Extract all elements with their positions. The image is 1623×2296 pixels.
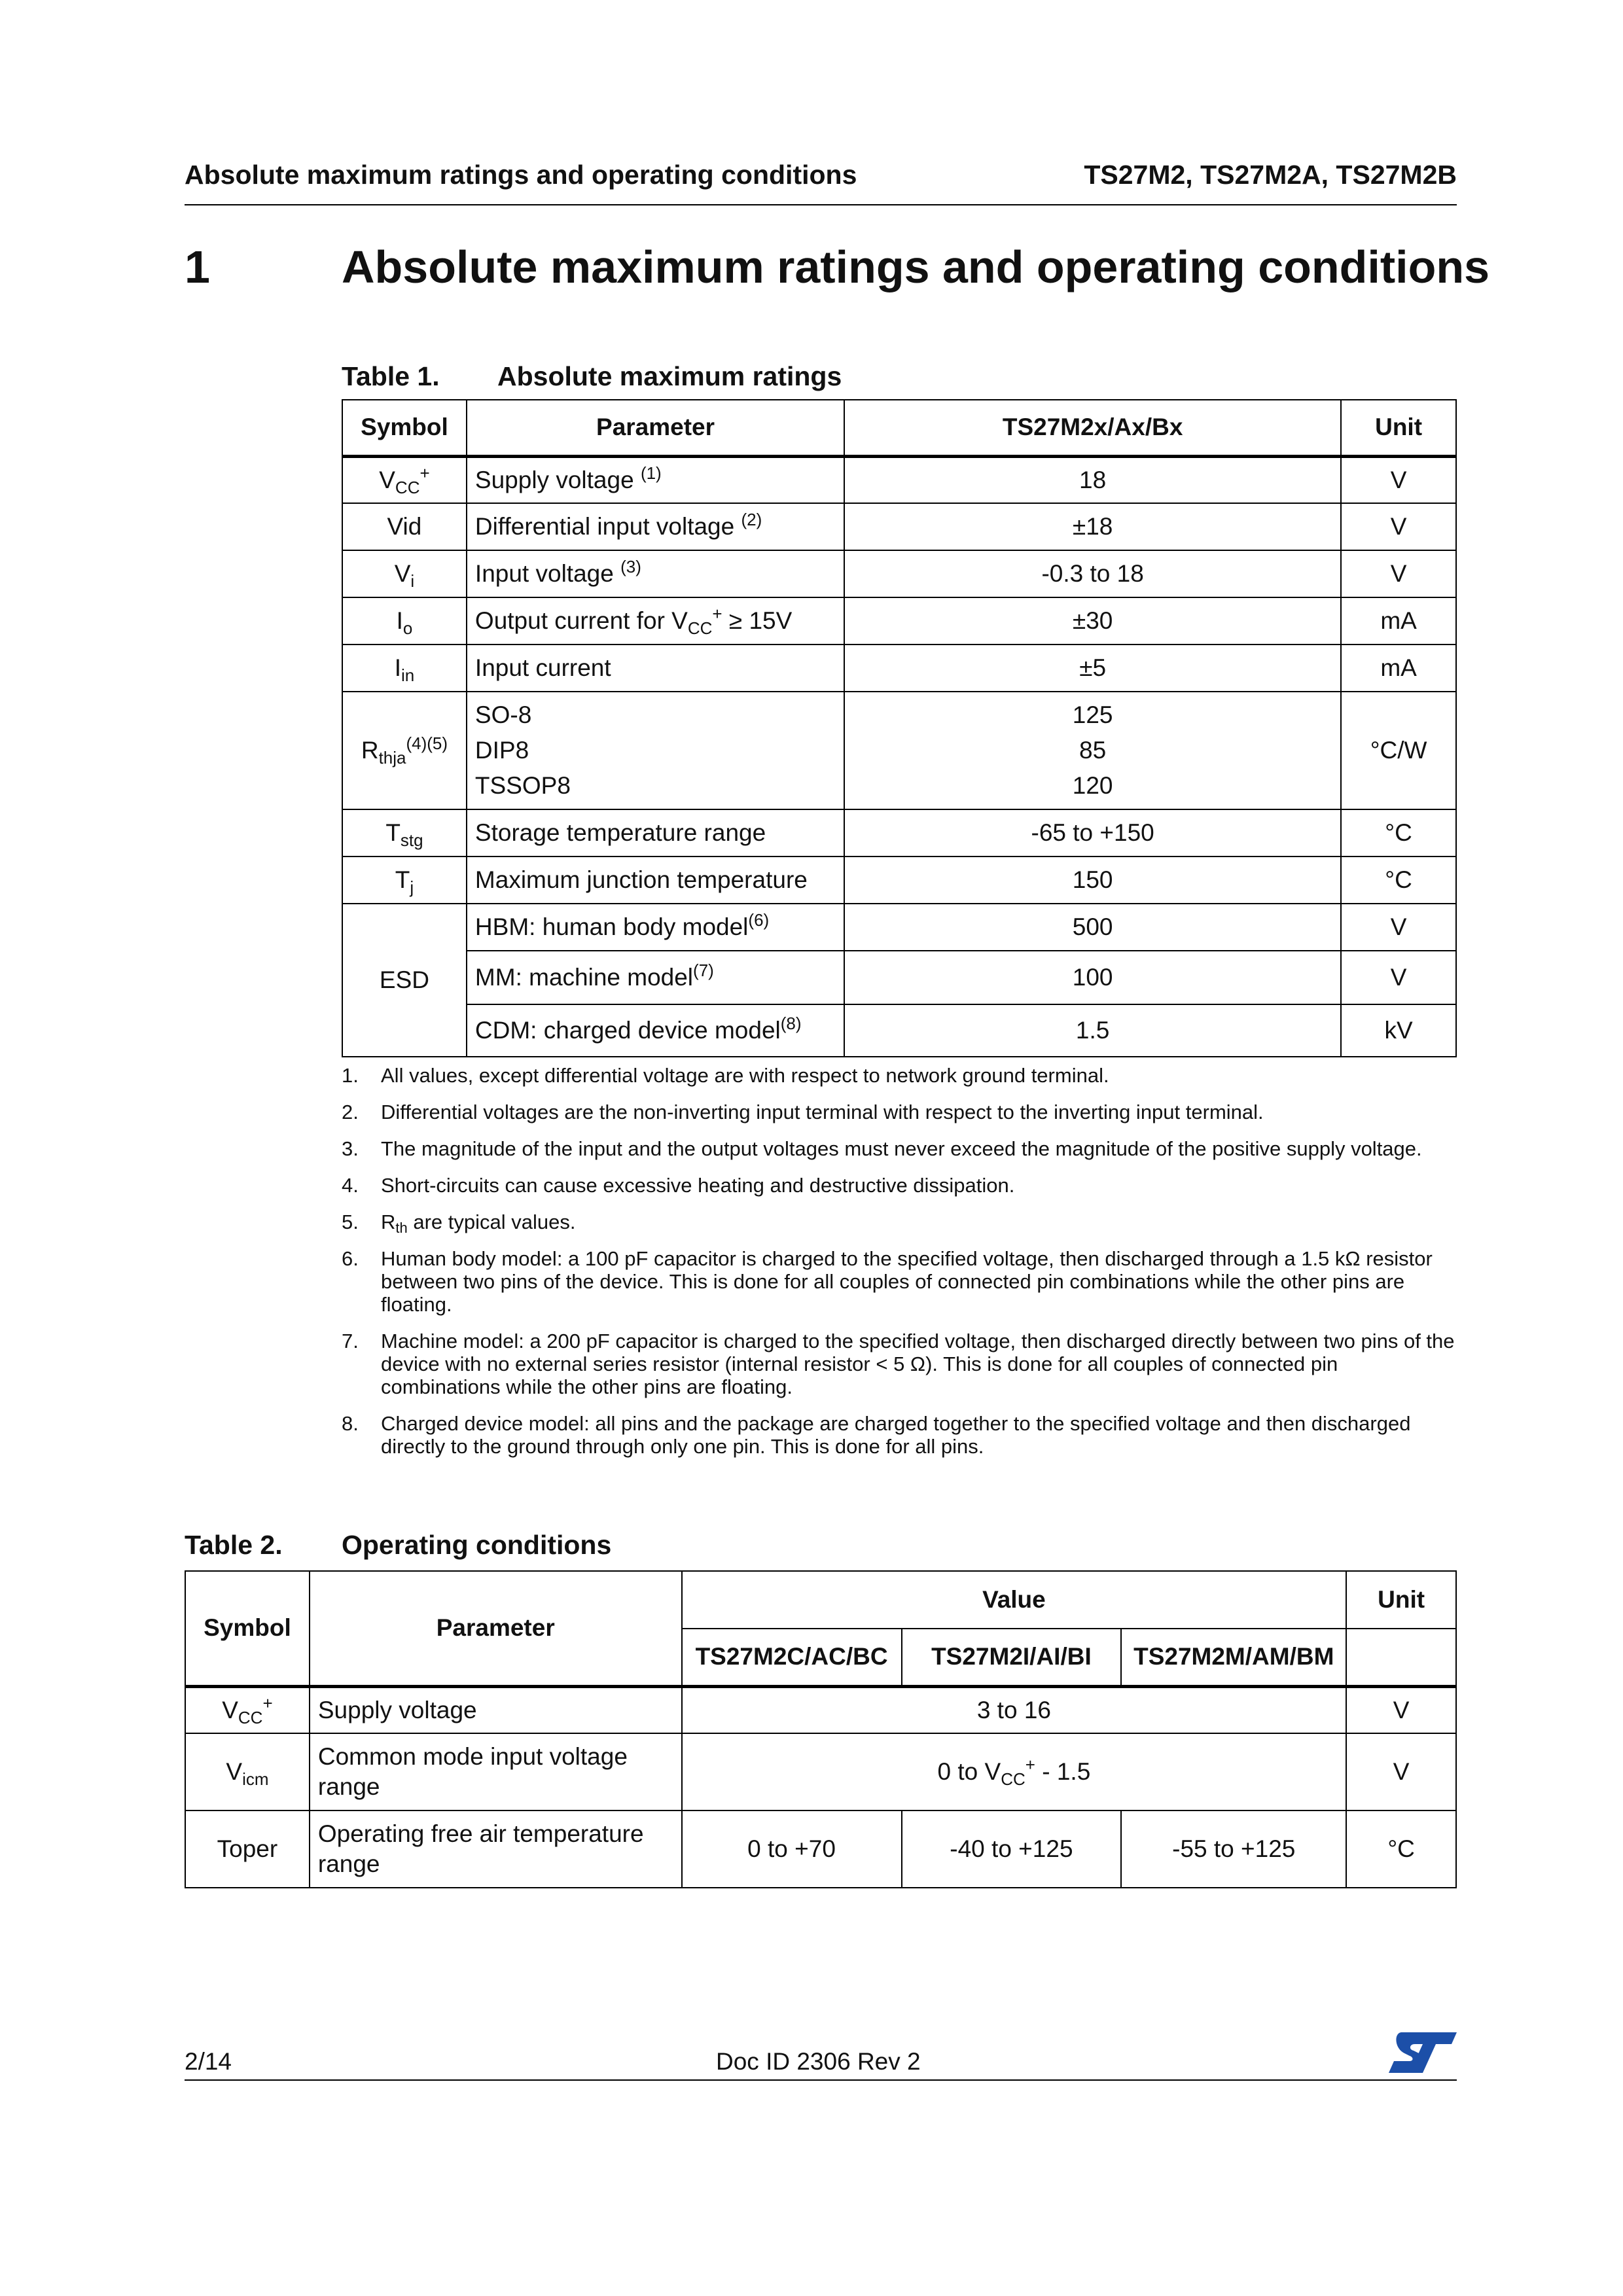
header-chapter-title: Absolute maximum ratings and operating conditions: [185, 160, 857, 190]
note-8: 8. Charged device model: all pins and the package are charged together to the specified voltage and then discharged directly to the ground through only one pin. This is done for all pins.: [342, 1412, 1411, 1458]
package-dip8: DIP8: [474, 737, 529, 764]
table1-row-io: [342, 597, 1456, 645]
table1-row-esd-cdm: [342, 1004, 1456, 1057]
value-cell: 1.5: [844, 1004, 1341, 1057]
parameter-cell: Output current for $V_{CC}^+ \ge 15V$: [467, 597, 844, 645]
operating-conditions-table: [185, 1570, 1457, 1888]
symbol-cell: $T_{stg}$: [342, 809, 467, 857]
table1-row-esd-mm: [342, 951, 1456, 1004]
table2-header-parameter: Parameter: [310, 1571, 682, 1686]
table2-header-grade-m: TS27M2M/AM/BM: [1121, 1629, 1346, 1686]
parameter-cell: Supply voltage $^{(1)}$: [467, 456, 844, 503]
header-product-names: TS27M2, TS27M2A, TS27M2B: [1084, 160, 1457, 190]
parameter-cell: Differential input voltage $^{(2)}$: [467, 503, 844, 550]
unit-cell: V: [1341, 503, 1456, 550]
parameter-cell: MM: machine model$^{(7)}$: [467, 951, 844, 1004]
table2-title: Operating conditions: [342, 1530, 612, 1560]
package-tssop8: TSSOP8: [474, 772, 571, 799]
parameter-cell: Input voltage $^{(3)}$: [467, 550, 844, 597]
symbol-cell: $V_{CC}^+$: [342, 456, 467, 503]
table1-row-vcc: [342, 456, 1456, 503]
unit-cell: V: [1346, 1733, 1456, 1810]
value-cell: 3 to 16: [682, 1686, 1347, 1733]
section-number: 1: [185, 241, 210, 292]
section-title: Absolute maximum ratings and operating conditions: [342, 241, 1490, 292]
unit-cell: mA: [1341, 597, 1456, 645]
table2-row-toper: [185, 1810, 1456, 1888]
symbol-cell: $R_{thja}^{(4)(5)}$: [342, 692, 467, 809]
parameter-cell: Maximum junction temperature: [467, 857, 844, 904]
value-cell: -65 to +150: [844, 809, 1341, 857]
running-header: [185, 160, 1457, 205]
table2-header-value: Value: [682, 1571, 1347, 1629]
value-cell: 0 to $V_{CC}^+ - 1.5$: [682, 1733, 1347, 1810]
note-1: 1. All values, except differential voltage are with respect to network ground terminal.: [342, 1064, 1109, 1087]
table2-header-grade-i: TS27M2I/AI/BI: [902, 1629, 1122, 1686]
note-5: 5. $R_{th}$ are typical values.: [342, 1210, 576, 1236]
table2-header-row-1: [185, 1571, 1456, 1629]
table1-row-vi: [342, 550, 1456, 597]
symbol-cell: $V_{icm}$: [185, 1733, 310, 1810]
unit-cell: °C/W: [1341, 692, 1456, 809]
table1-row-vid: [342, 503, 1456, 550]
value-cell: 150: [844, 857, 1341, 904]
note-6: 6. Human body model: a 100 pF capacitor is charged to the specified voltage, then discharged through a 1.5 kΩ resistor between two pins of the device. This is done for all couples of connected pin combinations while the other pins are floating.: [342, 1247, 1433, 1316]
table2-row-vicm: [185, 1733, 1456, 1810]
page-number: 2/14: [185, 2048, 232, 2075]
parameter-cell: [467, 692, 844, 809]
parameter-cell: Input current: [467, 645, 844, 692]
symbol-cell: ESD: [342, 904, 467, 1057]
note-3: 3. The magnitude of the input and the output voltages must never exceed the magnitude of the positive supply voltage.: [342, 1137, 1422, 1160]
table1-header-symbol: Symbol: [342, 400, 467, 456]
unit-cell: mA: [1341, 645, 1456, 692]
value-cell: 100: [844, 951, 1341, 1004]
symbol-cell: $I_o$: [342, 597, 467, 645]
unit-cell: V: [1341, 904, 1456, 951]
table1-header-row: [342, 400, 1456, 456]
value-cell: 125 85 120: [844, 692, 1341, 809]
table1-title: Absolute maximum ratings: [497, 361, 842, 391]
value-cell-grade-m: -55 to +125: [1121, 1810, 1346, 1888]
value-cell: ±5: [844, 645, 1341, 692]
table1-row-tstg: [342, 809, 1456, 857]
table1-row-rthja: [342, 692, 1456, 809]
table2-header-symbol: Symbol: [185, 1571, 310, 1686]
st-logo-icon: [1389, 2030, 1457, 2075]
unit-cell: V: [1341, 550, 1456, 597]
note-2: 2. Differential voltages are the non-inverting input terminal with respect to the inverting input terminal.: [342, 1101, 1264, 1123]
parameter-cell: Common mode input voltage range: [310, 1733, 682, 1810]
unit-cell: °C: [1346, 1810, 1456, 1888]
value-cell: -0.3 to 18: [844, 550, 1341, 597]
table1-label: Table 1.: [342, 361, 440, 391]
doc-id: Doc ID 2306 Rev 2: [716, 2048, 921, 2075]
symbol-cell: $V_i$: [342, 550, 467, 597]
value-cell-grade-i: -40 to +125: [902, 1810, 1122, 1888]
symbol-cell: $I_{in}$: [342, 645, 467, 692]
table1-row-esd-hbm: [342, 904, 1456, 951]
unit-cell: V: [1341, 456, 1456, 503]
package-so8: SO-8: [474, 701, 532, 728]
table2-header-unit-blank: [1346, 1629, 1456, 1686]
table1-notes: [342, 1064, 1457, 1472]
table2-row-vcc: [185, 1686, 1456, 1733]
parameter-cell: Operating free air temperature range: [310, 1810, 682, 1888]
page-footer: [185, 2048, 1457, 2081]
note-7: 7. Machine model: a 200 pF capacitor is charged to the specified voltage, then discharged directly between two pins of the device with no external series resistor (internal resistor < 5 Ω). This is done for all couples of connected pin combinations while the other pins are floating.: [342, 1330, 1455, 1398]
table1-row-tj: [342, 857, 1456, 904]
table2-header-unit: Unit: [1346, 1571, 1456, 1629]
symbol-cell: $T_j$: [342, 857, 467, 904]
unit-cell: V: [1346, 1686, 1456, 1733]
value-cell: 500: [844, 904, 1341, 951]
parameter-cell: Storage temperature range: [467, 809, 844, 857]
parameter-cell: Supply voltage: [310, 1686, 682, 1733]
table2-label: Table 2.: [185, 1530, 283, 1560]
symbol-cell: Vid: [342, 503, 467, 550]
table2-header-grade-c: TS27M2C/AC/BC: [682, 1629, 902, 1686]
unit-cell: °C: [1341, 809, 1456, 857]
unit-cell: °C: [1341, 857, 1456, 904]
note-4: 4. Short-circuits can cause excessive heating and destructive dissipation.: [342, 1174, 1015, 1197]
parameter-cell: CDM: charged device model$^{(8)}$: [467, 1004, 844, 1057]
symbol-cell: Toper: [185, 1810, 310, 1888]
value-cell-grade-c: 0 to +70: [682, 1810, 902, 1888]
table1-caption: [342, 361, 842, 392]
unit-cell: V: [1341, 951, 1456, 1004]
absolute-max-ratings-table: [342, 399, 1457, 1057]
value-cell: ±18: [844, 503, 1341, 550]
value-cell: ±30: [844, 597, 1341, 645]
table1-row-iin: [342, 645, 1456, 692]
value-cell: 18: [844, 456, 1341, 503]
parameter-cell: HBM: human body model$^{(6)}$: [467, 904, 844, 951]
table2-caption: [185, 1530, 612, 1561]
unit-cell: kV: [1341, 1004, 1456, 1057]
table1-header-parameter: Parameter: [467, 400, 844, 456]
symbol-cell: $V_{CC}^+$: [185, 1686, 310, 1733]
table1-header-value: TS27M2x/Ax/Bx: [844, 400, 1341, 456]
table1-header-unit: Unit: [1341, 400, 1456, 456]
